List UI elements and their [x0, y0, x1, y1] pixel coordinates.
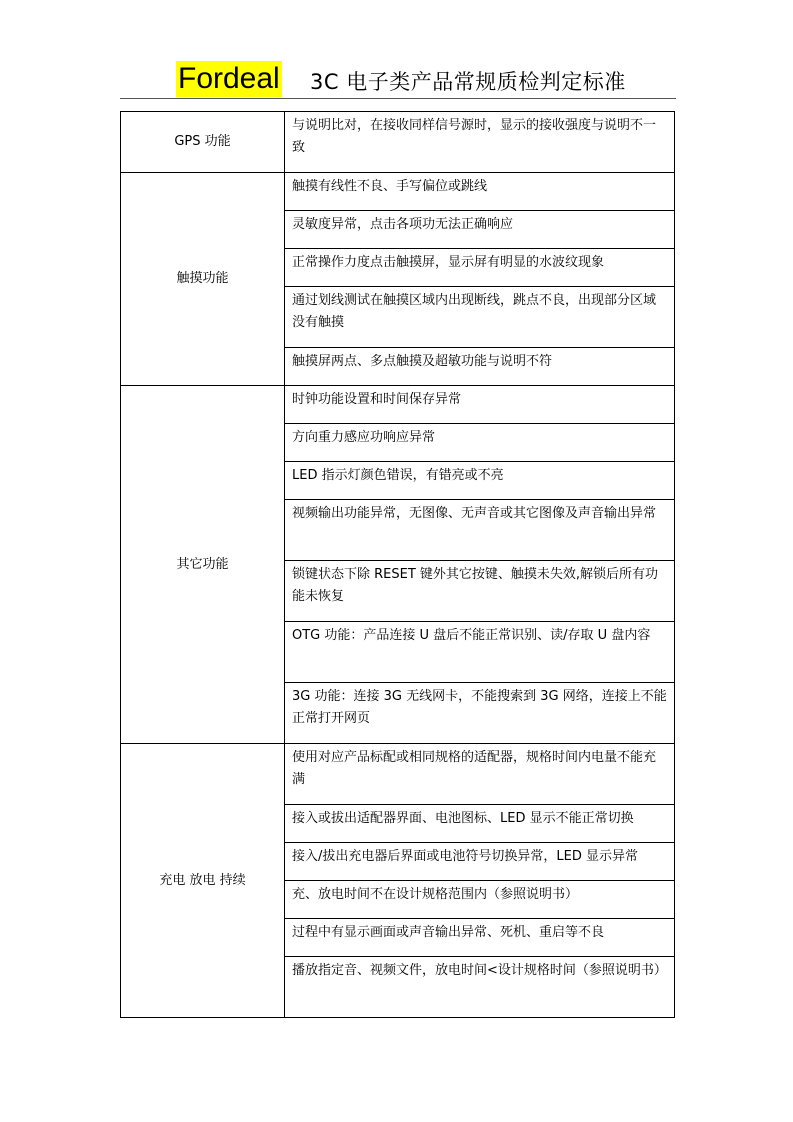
table-row	[121, 386, 675, 424]
category-cell: 触摸功能	[121, 173, 285, 386]
criteria-cell: 视频输出功能异常，无图像、无声音或其它图像及声音输出异常	[285, 500, 675, 561]
table-row	[121, 173, 675, 211]
criteria-cell: 过程中有显示画面或声音输出异常、死机、重启等不良	[285, 919, 675, 957]
page-header	[120, 58, 676, 99]
criteria-cell: 接入/拔出充电器后界面或电池符号切换异常，LED 显示异常	[285, 843, 675, 881]
criteria-cell: 触摸屏两点、多点触摸及超敏功能与说明不符	[285, 348, 675, 386]
criteria-cell: 通过划线测试在触摸区域内出现断线，跳点不良，出现部分区域没有触摸	[285, 287, 675, 348]
criteria-cell: OTG 功能：产品连接 U 盘后不能正常识别、读/存取 U 盘内容	[285, 622, 675, 683]
criteria-cell: 锁键状态下除 RESET 键外其它按键、触摸未失效,解锁后所有功能未恢复	[285, 561, 675, 622]
criteria-cell: 使用对应产品标配或相同规格的适配器，规格时间内电量不能充满	[285, 744, 675, 805]
category-cell: 充电 放电 持续	[121, 744, 285, 1018]
table-row	[121, 744, 675, 805]
document-title: 3C 电子类产品常规质检判定标准	[310, 70, 626, 94]
inspection-criteria-table	[120, 111, 675, 1018]
criteria-cell: LED 指示灯颜色错误，有错亮或不亮	[285, 462, 675, 500]
criteria-cell: 播放指定音、视频文件，放电时间<设计规格时间（参照说明书）	[285, 957, 675, 1018]
criteria-cell: 接入或拔出适配器界面、电池图标、LED 显示不能正常切换	[285, 805, 675, 843]
category-cell: GPS 功能	[121, 112, 285, 173]
criteria-cell: 方向重力感应功响应异常	[285, 424, 675, 462]
table-row	[121, 112, 675, 173]
criteria-cell: 时钟功能设置和时间保存异常	[285, 386, 675, 424]
criteria-cell: 与说明比对，在接收同样信号源时，显示的接收强度与说明不一致	[285, 112, 675, 173]
criteria-cell: 3G 功能：连接 3G 无线网卡，不能搜索到 3G 网络，连接上不能正常打开网页	[285, 683, 675, 744]
criteria-cell: 充、放电时间不在设计规格范围内（参照说明书）	[285, 881, 675, 919]
criteria-cell: 触摸有线性不良、手写偏位或跳线	[285, 173, 675, 211]
criteria-cell: 灵敏度异常，点击各项功无法正确响应	[285, 211, 675, 249]
brand-logo: Fordeal	[178, 62, 280, 95]
category-cell: 其它功能	[121, 386, 285, 744]
criteria-cell: 正常操作力度点击触摸屏，显示屏有明显的水波纹现象	[285, 249, 675, 287]
